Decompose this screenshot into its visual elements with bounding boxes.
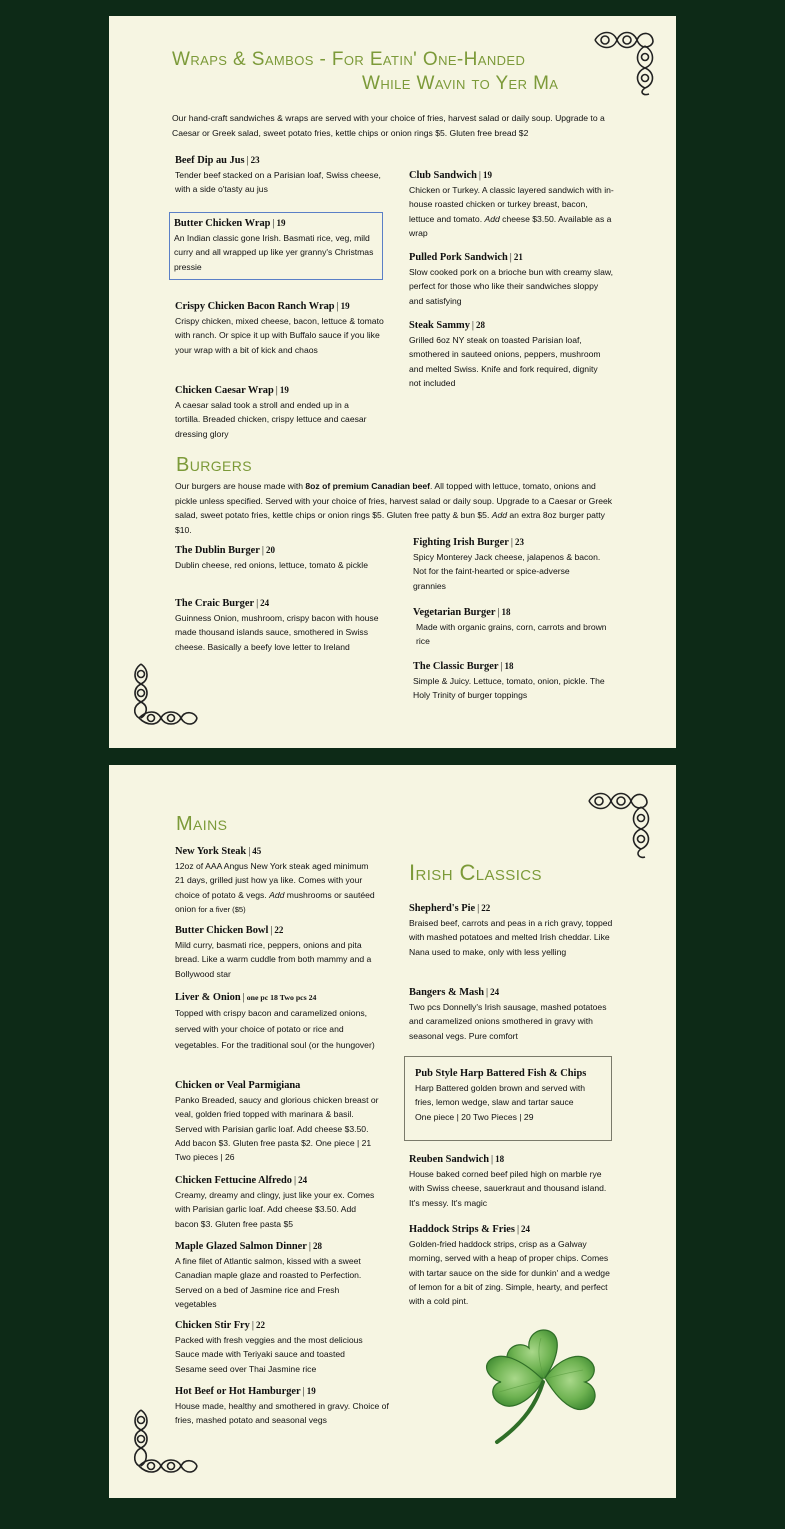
item-name: The Dublin Burger: [175, 545, 260, 556]
menu-item: Bangers & Mash | 24 Two pcs Donnelly's Irish sausage, mashed potatoes and caramelized onions smothered in gravy with seasonal vegs. Pure comfort: [409, 985, 619, 1043]
item-name: Maple Glazed Salmon Dinner: [175, 1241, 307, 1252]
menu-item-highlighted: Butter Chicken Wrap | 19 An Indian classic gone Irish. Basmati rice, veg, mild curry and all wrapped up like yer granny's Christmas pressie: [169, 212, 383, 280]
item-price: 24: [521, 1224, 531, 1234]
menu-item: Butter Chicken Bowl | 22 Mild curry, basmati rice, peppers, onions and pita bread. Like a warm cuddle from both mammy and a Bollywood star: [175, 923, 375, 981]
item-price: 24: [298, 1175, 308, 1185]
item-description: Mild curry, basmati rice, peppers, onions and pita bread. Like a warm cuddle from both mammy and a Bollywood star: [175, 940, 372, 979]
item-description: 12oz of AAA Angus New York steak aged minimum 21 days, grilled just how ya like. Comes with your choice of potato & vegs. Add mushrooms or sautéed onion for a fiver ($5): [175, 861, 375, 914]
celtic-knot-corner-icon: [591, 26, 659, 98]
menu-item: Liver & Onion | one pc 18 Two pcs 24 Topped with crispy bacon and caramelized onions, served with your choice of potato or rice and vegetables. For the traditional soul (or the hungover): [175, 991, 380, 1054]
item-name: Shepherd's Pie: [409, 903, 476, 914]
item-name: Fighting Irish Burger: [413, 537, 509, 548]
wraps-intro: Our hand-craft sandwiches & wraps are served with your choice of fries, harvest salad or daily soup. Upgrade to a Caesar or Greek salad, sweet potato fries, kettle chips or onion rings $5. Gluten free bread $2: [172, 113, 605, 138]
item-price: 19: [279, 385, 289, 395]
menu-item: Reuben Sandwich | 18 House baked corned beef piled high on marble rye with Swiss cheese, sauerkraut and thousand island. It's messy. It's magic: [409, 1152, 614, 1210]
item-name: Vegetarian Burger: [413, 607, 496, 618]
item-price: 18: [504, 661, 514, 671]
menu-item: Pulled Pork Sandwich | 21 Slow cooked pork on a brioche bun with creamy slaw, perfect for those who like their sandwiches sloppy and satisfying: [409, 250, 614, 308]
menu-page-mains-irish: [109, 765, 676, 1498]
item-name: The Classic Burger: [413, 661, 499, 672]
item-name: The Craic Burger: [175, 598, 255, 609]
item-name: Pub Style Harp Battered Fish & Chips: [415, 1068, 587, 1079]
item-description: A caesar salad took a stroll and ended up in a tortilla. Breaded chicken, crispy lettuce and caesar dressing glory: [175, 400, 367, 439]
item-price: 22: [255, 1320, 265, 1330]
menu-item: Chicken Caesar Wrap | 19 A caesar salad took a stroll and ended up in a tortilla. Breaded chicken, crispy lettuce and caesar dressing glory: [175, 383, 375, 441]
item-description: Harp Battered golden brown and served with fries, lemon wedge, slaw and tartar sauce: [415, 1083, 586, 1108]
item-price-line: One piece | 20 Two Pieces | 29: [415, 1111, 534, 1122]
item-price: 18: [501, 607, 511, 617]
mains-heading: Mains: [176, 813, 228, 835]
item-price: 23: [250, 155, 260, 165]
item-description: House made, healthy and smothered in gravy. Choice of fries, mashed potato and seasonal vegs: [175, 1401, 389, 1426]
menu-item: [175, 1079, 380, 1164]
item-price: 24: [490, 987, 500, 997]
item-name: Chicken Fettucine Alfredo: [175, 1175, 292, 1186]
item-description: Dublin cheese, red onions, lettuce, tomato & pickle: [175, 560, 368, 570]
irish-classics-heading: Irish Classics: [409, 860, 542, 885]
item-description: Slow cooked pork on a brioche bun with creamy slaw, perfect for those who like their sandwiches sloppy and satisfying: [409, 267, 613, 306]
item-description: Braised beef, carrots and peas in a rich gravy, topped with mashed potatoes and melted Irish cheddar. Like Nana used to make, only with less yelling: [409, 918, 613, 957]
item-name: Steak Sammy: [409, 320, 470, 331]
item-description: An Indian classic gone Irish. Basmati rice, veg, mild curry and all wrapped up like yer granny's Christmas pressie: [174, 233, 374, 272]
menu-item: Hot Beef or Hot Hamburger | 19 House made, healthy and smothered in gravy. Choice of fries, mashed potato and seasonal vegs: [175, 1384, 405, 1428]
item-name: Haddock Strips & Fries: [409, 1224, 515, 1235]
celtic-knot-corner-icon: [129, 1406, 201, 1478]
item-name: Beef Dip au Jus: [175, 155, 245, 166]
celtic-knot-corner-icon: [585, 789, 655, 861]
menu-item: Steak Sammy | 28 Grilled 6oz NY steak on toasted Parisian loaf, smothered in sauteed onions, peppers, mushroom and melted Swiss. Knife and fork required, dignity not included: [409, 318, 609, 390]
item-description: Packed with fresh veggies and the most delicious Sauce made with Teriyaki sauce and toasted Sesame seed over Thai Jasmine rice: [175, 1335, 363, 1374]
item-price: 18: [495, 1154, 505, 1164]
item-name: New York Steak: [175, 846, 247, 857]
menu-item: The Craic Burger | 24 Guinness Onion, mushroom, crispy bacon with house made thousand islands sauce, smothered in Swiss cheese. Basically a beefy love letter to Ireland: [175, 596, 385, 654]
item-price: 28: [313, 1241, 322, 1251]
menu-item: Haddock Strips & Fries | 24 Golden-fried haddock strips, crisp as a Galway morning, served with a heap of proper chips. Comes with tartar sauce on the side for dunkin' and a wedge of lemon for a bit of zing. Simple, hearty, and perfect with a cold pint.: [409, 1222, 614, 1308]
item-price: 45: [252, 846, 262, 856]
item-description: Spicy Monterey Jack cheese, jalapenos & bacon. Not for the faint-hearted or spice-adverse grannies: [413, 552, 601, 591]
menu-item: Club Sandwich | 19 Chicken or Turkey. A classic layered sandwich with in-house roasted chicken or turkey breast, bacon, lettuce and tomato. Add cheese $3.50. Available as a wrap: [409, 168, 614, 240]
menu-item: Chicken Stir Fry | 22 Packed with fresh veggies and the most delicious Sauce made with Teriyaki sauce and toasted Sesame seed over Thai Jasmine rice: [175, 1318, 375, 1376]
item-name: Butter Chicken Bowl: [175, 925, 269, 936]
item-price: 23: [514, 537, 524, 547]
menu-item: Shepherd's Pie | 22 Braised beef, carrots and peas in a rich gravy, topped with mashed potatoes and melted Irish cheddar. Like Nana used to make, only with less yelling: [409, 901, 619, 959]
item-name: Pulled Pork Sandwich: [409, 252, 508, 263]
item-name: Crispy Chicken Bacon Ranch Wrap: [175, 301, 335, 312]
item-price: 28: [476, 320, 485, 330]
item-price: 19: [276, 218, 286, 228]
item-description: Crispy chicken, mixed cheese, bacon, lettuce & tomato with ranch. Or spice it up with Buffalo sauce if you like your wrap with a bit of kick and chaos: [175, 316, 384, 355]
item-name: Chicken Stir Fry: [175, 1320, 250, 1331]
menu-item: Vegetarian Burger | 18 Made with organic grains, corn, carrots and brown rice: [413, 605, 613, 649]
celtic-knot-corner-icon: [129, 660, 201, 730]
item-name: Butter Chicken Wrap: [174, 218, 271, 229]
item-description: Golden-fried haddock strips, crisp as a Galway morning, served with a heap of proper chips. Comes with tartar sauce on the side for dunkin' and a wedge of lemon for a bit of zing. Simple, hearty, and perfect with a cold pint.: [409, 1239, 610, 1307]
item-description: Simple & Juicy. Lettuce, tomato, onion, pickle. The Holy Trinity of burger toppings: [413, 676, 605, 701]
item-description: Made with organic grains, corn, carrots and brown rice: [416, 622, 607, 647]
item-description: A fine filet of Atlantic salmon, kissed with a sweet Canadian maple glaze and roasted to Perfection. Served on a bed of Jasmine rice and Fresh vegetables: [175, 1256, 362, 1309]
menu-item: Crispy Chicken Bacon Ranch Wrap | 19 Crispy chicken, mixed cheese, bacon, lettuce & tomato with ranch. Or spice it up with Buffalo sauce if you like your wrap with a bit of kick and chaos: [175, 299, 387, 357]
item-name: Hot Beef or Hot Hamburger: [175, 1386, 301, 1397]
item-name: Liver & Onion: [175, 992, 241, 1003]
menu-item: Chicken Fettucine Alfredo | 24 Creamy, dreamy and clingy, just like your ex. Comes with Parisian garlic loaf. Add cheese $3.50. Add bacon $3. Gluten free pasta $5: [175, 1173, 375, 1231]
menu-item: The Classic Burger | 18 Simple & Juicy. Lettuce, tomato, onion, pickle. The Holy Trinity of burger toppings: [413, 659, 618, 703]
item-price: 24: [260, 598, 270, 608]
menu-page-wraps-burgers: [109, 16, 676, 748]
item-price: 20: [265, 545, 275, 555]
item-description: Topped with crispy bacon and caramelized onions, served with your choice of potato or rice and vegetables. For the traditional soul (or the hungover): [175, 1008, 375, 1051]
menu-item: Fighting Irish Burger | 23 Spicy Monterey Jack cheese, jalapenos & bacon. Not for the faint-hearted or spice-adverse grannies: [413, 535, 603, 593]
menu-item: Maple Glazed Salmon Dinner | 28 A fine filet of Atlantic salmon, kissed with a sweet Canadian maple glaze and roasted to Perfection. Served on a bed of Jasmine rice and Fresh vegetables: [175, 1239, 380, 1311]
item-description: Grilled 6oz NY steak on toasted Parisian loaf, smothered in sauteed onions, peppers, mushroom and melted Swiss. Knife and fork required, dignity not included: [409, 335, 601, 388]
item-price: 19: [482, 170, 492, 180]
menu-item: The Dublin Burger | 20 Dublin cheese, red onions, lettuce, tomato & pickle: [175, 543, 375, 572]
item-name: Reuben Sandwich: [409, 1154, 489, 1165]
wraps-heading-line1: Wraps & Sambos - For Eatin' One-Handed: [172, 49, 526, 70]
menu-item-highlighted: [404, 1056, 612, 1141]
item-description: Creamy, dreamy and clingy, just like your ex. Comes with Parisian garlic loaf. Add cheese $3.50. Add bacon $3. Gluten free pasta $5: [175, 1190, 375, 1229]
item-price: one pc 18 Two pcs 24: [246, 993, 317, 1002]
menu-item: Beef Dip au Jus | 23 Tender beef stacked on a Parisian loaf, Swiss cheese, with a side o'tasty au jus: [175, 153, 385, 197]
item-price: 19: [306, 1386, 316, 1396]
burgers-intro: Our burgers are house made with 8oz of premium Canadian beef. All topped with lettuce, tomato, onions and pickle unless specified. Served with your choice of fries, harvest salad or daily soup. Upgrade to a Caesar or Greek salad, sweet potato fries, kettle chips or onion rings $5. Gluten free patty & bun $5. Add an extra 8oz burger patty $10.: [175, 481, 613, 535]
item-price: 22: [481, 903, 491, 913]
item-description: Guinness Onion, mushroom, crispy bacon with house made thousand islands sauce, smothered in Swiss cheese. Basically a beefy love letter to Ireland: [175, 613, 379, 652]
shamrock-icon: [475, 1322, 605, 1450]
item-price: 21: [513, 252, 523, 262]
item-description: Chicken or Turkey. A classic layered sandwich with in-house roasted chicken or turkey breast, bacon, lettuce and tomato. Add cheese $3.50. Available as a wrap: [409, 185, 614, 238]
item-description: Panko Breaded, saucy and glorious chicken breast or veal, golden fried topped with marinara & basil. Served with Parisian garlic loaf. Add cheese $3.50. Add bacon $3. Gluten free pasta $2. One piece | 21 Two pieces | 26: [175, 1095, 379, 1163]
item-name: Bangers & Mash: [409, 987, 485, 998]
item-description: House baked corned beef piled high on marble rye with Swiss cheese, sauerkraut and thousand island. It's messy. It's magic: [409, 1169, 607, 1208]
item-name: Club Sandwich: [409, 170, 477, 181]
burgers-heading: Burgers: [176, 454, 253, 476]
item-price: 22: [274, 925, 284, 935]
item-name: Chicken or Veal Parmigiana: [175, 1080, 301, 1091]
item-description: Tender beef stacked on a Parisian loaf, Swiss cheese, with a side o'tasty au jus: [175, 170, 381, 195]
item-description: Two pcs Donnelly's Irish sausage, mashed potatoes and caramelized onions smothered in gravy with seasonal vegs. Pure comfort: [409, 1002, 607, 1041]
item-name: Chicken Caesar Wrap: [175, 385, 274, 396]
menu-item: New York Steak | 45 12oz of AAA Angus New York steak aged minimum 21 days, grilled just how ya like. Comes with your choice of potato & vegs. Add mushrooms or sautéed onion for a fiver ($5): [175, 844, 380, 917]
wraps-heading-line2: While Wavin to Yer Ma: [362, 73, 559, 94]
item-price: 19: [340, 301, 350, 311]
